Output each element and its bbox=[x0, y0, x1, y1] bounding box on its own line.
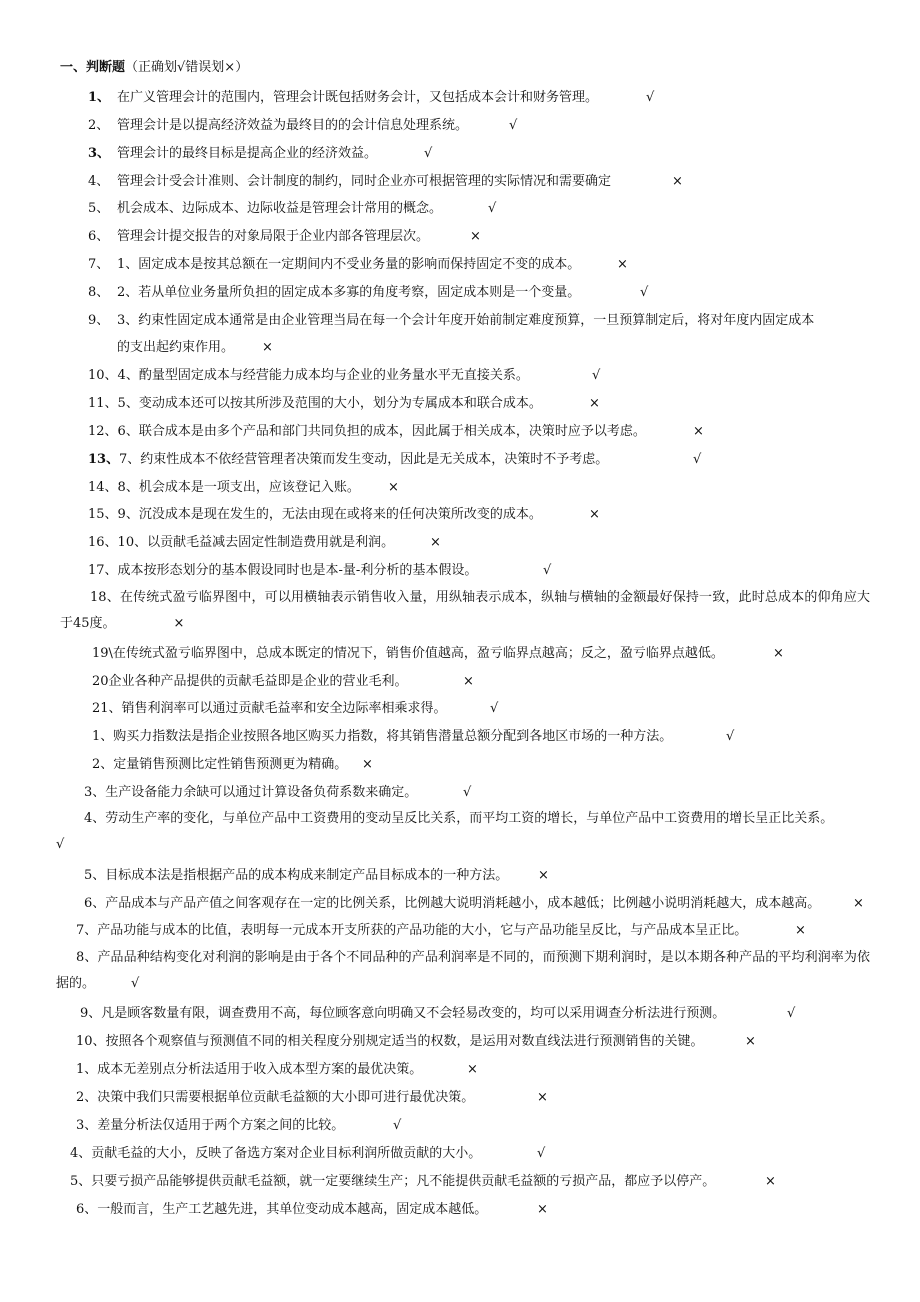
s2-q10-text: 10、按照各个观察值与预测值不同的相关程度分别规定适当的权数，是运用对数直线法进行预测销售的关键。 bbox=[76, 1034, 704, 1049]
s2-q2-text: 2、定量销售预测比定性销售预测更为精确。 bbox=[92, 757, 348, 772]
q13-number: 13、 bbox=[88, 452, 120, 467]
q17-mark: √ bbox=[543, 563, 552, 578]
s2-q4-text: 4、劳动生产率的变化，与单位产品中工资费用的变动呈反比关系，而平均工资的增长，与单位产品中工资费用的增长呈正比关系。 bbox=[84, 811, 834, 826]
s2-q3-text: 3、生产设备能力余缺可以通过计算设备负荷系数来确定。 bbox=[84, 785, 418, 800]
q9-text: 3、约束性固定成本通常是由企业管理当局在每一个会计年度开始前制定难度预算，一旦预算制定后，将对年度内固定成本 bbox=[117, 313, 815, 328]
s3-q1-mark: × bbox=[467, 1062, 478, 1077]
q8-number: 8、 bbox=[88, 285, 110, 300]
q9-mark: × bbox=[262, 340, 273, 355]
s2-q10-mark: × bbox=[745, 1034, 756, 1049]
s2-q7-text: 7、产品功能与成本的比值，表明每一元成本开支所获的产品功能的大小，它与产品功能呈反比，与产品成本呈正比。 bbox=[76, 923, 748, 938]
q21-mark: √ bbox=[490, 701, 499, 716]
q4-number: 4、 bbox=[88, 174, 110, 189]
q6-text: 管理会计提交报告的对象局限于企业内部各管理层次。 bbox=[117, 229, 430, 244]
q12-text: 12、6、联合成本是由多个产品和部门共同负担的成本，因此属于相关成本，决策时应予以考虑。 bbox=[88, 424, 646, 439]
s2-q8-mark: √ bbox=[131, 976, 140, 991]
q5-text: 机会成本、边际成本、边际收益是管理会计常用的概念。 bbox=[117, 201, 443, 216]
s2-q5-text: 5、目标成本法是指根据产品的成本构成来制定产品目标成本的一种方法。 bbox=[84, 868, 509, 883]
s2-q1-mark: √ bbox=[726, 729, 735, 744]
s2-q1-text: 1、购买力指数法是指企业按照各地区购买力指数，将其销售潜量总额分配到各地区市场的一种方法。 bbox=[92, 729, 673, 744]
q18-text: 18、在传统式盈亏临界图中，可以用横轴表示销售收入量，用纵轴表示成本，纵轴与横轴的金额最好保持一致，此时总成本的仰角应大于45度。 bbox=[60, 590, 870, 631]
q13-text: 7、约束性成本不依经营管理者决策而发生变动，因此是无关成本，决策时不予考虑。 bbox=[119, 452, 609, 467]
s3-q3-text: 3、差量分析法仅适用于两个方案之间的比较。 bbox=[76, 1118, 345, 1133]
s2-q4-paragraph bbox=[56, 806, 870, 858]
s2-q9-mark: √ bbox=[787, 1006, 796, 1021]
q18-mark: × bbox=[173, 616, 185, 631]
q11-text: 11、5、变动成本还可以按其所涉及范围的大小，划分为专属成本和联合成本。 bbox=[88, 396, 542, 411]
q7-text: 1、固定成本是按其总额在一定期间内不受业务量的影响而保持固定不变的成本。 bbox=[117, 257, 581, 272]
s2-q2-mark: × bbox=[362, 757, 373, 772]
q16-mark: × bbox=[430, 535, 441, 550]
q16-text: 16、10、以贡献毛益减去固定性制造费用就是利润。 bbox=[88, 535, 395, 550]
s2-q8-text: 8、产品品种结构变化对利润的影响是由于各个不同品种的产品利润率是不同的，而预测下期利润时，是以本期各种产品的平均利润率为依据的。 bbox=[56, 950, 870, 991]
q7-number: 7、 bbox=[88, 257, 110, 272]
section-title-text: 一、判断题 bbox=[60, 60, 126, 75]
q15-mark: × bbox=[589, 507, 600, 522]
q14-text: 14、8、机会成本是一项支出，应该登记入账。 bbox=[88, 480, 360, 495]
s3-q4-text: 4、贡献毛益的大小，反映了备选方案对企业目标利润所做贡献的大小。 bbox=[70, 1146, 482, 1161]
s2-q5-mark: × bbox=[538, 868, 549, 883]
q2-number: 2、 bbox=[88, 118, 110, 133]
s2-q4-mark: √ bbox=[56, 837, 65, 852]
s2-q9-text: 9、凡是顾客数量有限，调查费用不高，每位顾客意向明确又不会轻易改变的，均可以采用调查分析法进行预测。 bbox=[80, 1006, 726, 1021]
q20-text: 20企业各种产品提供的贡献毛益即是企业的营业毛利。 bbox=[92, 674, 408, 689]
q21-text: 21、销售利润率可以通过贡献毛益率和安全边际率相乘求得。 bbox=[92, 701, 447, 716]
q19-text: 19\在传统式盈亏临界图中，总成本既定的情况下，销售价值越高，盈亏临界点越高；反之，盈亏临界点越低。 bbox=[92, 646, 724, 661]
q7-mark: × bbox=[617, 257, 628, 272]
s2-q8-paragraph bbox=[56, 945, 870, 997]
s3-q2-mark: × bbox=[537, 1090, 548, 1105]
s2-q3-mark: √ bbox=[463, 785, 472, 800]
s2-q7-mark: × bbox=[795, 923, 806, 938]
s3-q6-text: 6、一般而言，生产工艺越先进，其单位变动成本越高，固定成本越低。 bbox=[76, 1202, 488, 1217]
s3-q2-text: 2、决策中我们只需要根据单位贡献毛益额的大小即可进行最优决策。 bbox=[76, 1090, 475, 1105]
s3-q3-mark: √ bbox=[393, 1118, 402, 1133]
s2-q6-text: 6、产品成本与产品产值之间客观存在一定的比例关系，比例越大说明消耗越小，成本越低；比例越小说明消耗越大，成本越高。 bbox=[84, 896, 821, 911]
q3-number: 3、 bbox=[88, 146, 111, 161]
q3-text: 管理会计的最终目标是提高企业的经济效益。 bbox=[117, 146, 378, 161]
q3-mark: √ bbox=[424, 146, 433, 161]
q13-mark: √ bbox=[693, 452, 702, 467]
q6-number: 6、 bbox=[88, 229, 110, 244]
q5-number: 5、 bbox=[88, 201, 110, 216]
q2-mark: √ bbox=[509, 118, 518, 133]
q1-mark: √ bbox=[646, 90, 655, 105]
q15-text: 15、9、沉没成本是现在发生的，无法由现在或将来的任何决策所改变的成本。 bbox=[88, 507, 542, 522]
q10-text: 10、4、酌量型固定成本与经营能力成本均与企业的业务量水平无直接关系。 bbox=[88, 368, 529, 383]
s3-q4-mark: √ bbox=[537, 1146, 546, 1161]
q11-mark: × bbox=[589, 396, 600, 411]
q2-text: 管理会计是以提高经济效益为最终目的的会计信息处理系统。 bbox=[117, 118, 469, 133]
s2-q6-mark: × bbox=[853, 896, 864, 911]
s3-q6-mark: × bbox=[537, 1202, 548, 1217]
q8-text: 2、若从单位业务量所负担的固定成本多寡的角度考察，固定成本则是一个变量。 bbox=[117, 285, 581, 300]
q20-mark: × bbox=[463, 674, 474, 689]
s3-q5-mark: × bbox=[765, 1174, 776, 1189]
q17-text: 17、成本按形态划分的基本假设同时也是本-量-利分析的基本假设。 bbox=[88, 563, 478, 578]
q6-mark: × bbox=[470, 229, 481, 244]
s3-q5-text: 5、只要亏损产品能够提供贡献毛益额，就一定要继续生产；凡不能提供贡献毛益额的亏损产品，都应予以停产。 bbox=[70, 1174, 716, 1189]
q12-mark: × bbox=[693, 424, 704, 439]
q1-number: 1、 bbox=[88, 90, 111, 105]
q19-mark: × bbox=[773, 646, 784, 661]
q18-paragraph bbox=[60, 585, 870, 637]
q5-mark: √ bbox=[488, 201, 497, 216]
s3-q1-text: 1、成本无差别点分析法适用于收入成本型方案的最优决策。 bbox=[76, 1062, 423, 1077]
q4-mark: × bbox=[672, 174, 683, 189]
q4-text: 管理会计受会计准则、会计制度的制约，同时企业亦可根据管理的实际情况和需要确定 bbox=[117, 174, 612, 189]
section-title bbox=[60, 59, 248, 77]
q9-number: 9、 bbox=[88, 313, 110, 328]
q10-mark: √ bbox=[592, 368, 601, 383]
q9-text-continued: 的支出起约束作用。 bbox=[117, 340, 235, 355]
q8-mark: √ bbox=[640, 285, 649, 300]
section-subtitle: （正确划√错误划×） bbox=[125, 60, 249, 75]
q14-mark: × bbox=[388, 480, 399, 495]
q1-text: 在广义管理会计的范围内，管理会计既包括财务会计，又包括成本会计和财务管理。 bbox=[117, 90, 599, 105]
